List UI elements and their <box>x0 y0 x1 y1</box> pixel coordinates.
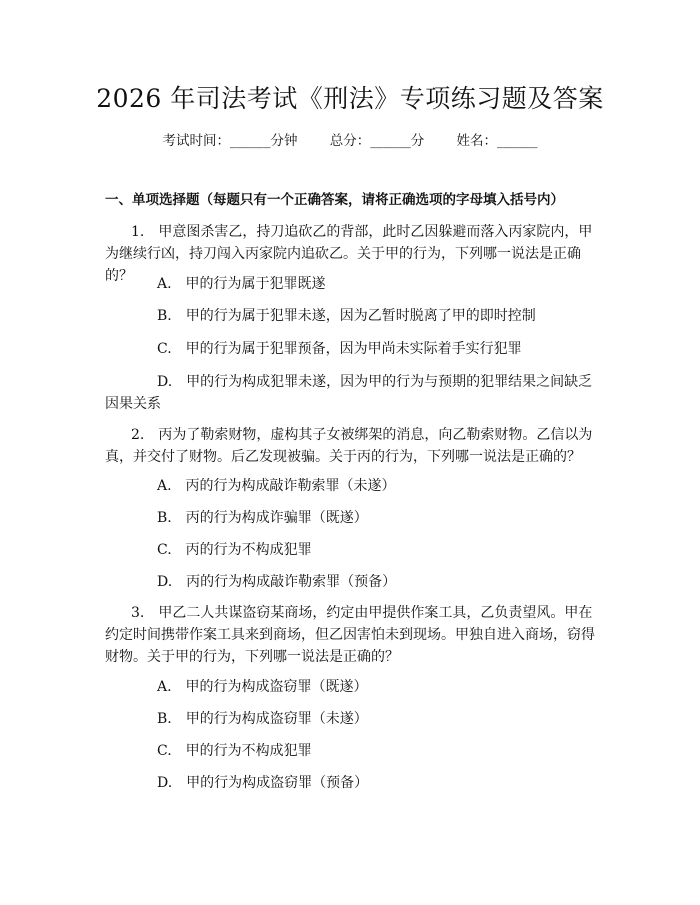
question-2-option-b: B. 丙的行为构成诈骗罪（既遂） <box>157 510 368 526</box>
question-3-option-c: C. 甲的行为不构成犯罪 <box>157 743 312 759</box>
question-1-option-c: C. 甲的行为属于犯罪预备，因为甲尚未实际着手实行犯罪 <box>157 341 522 357</box>
question-2-text: 2. 丙为了勒索财物，虚构其子女被绑架的消息，向乙勒索财物。乙信以为真，并交付了财物。后乙发现被骗。关于丙的行为，下列哪一说法是正确的？ <box>105 427 593 465</box>
question-1-option-a: A. 甲的行为属于犯罪既遂 <box>157 276 326 292</box>
exam-meta-line <box>0 131 700 151</box>
question-1-option-b: B. 甲的行为属于犯罪未遂，因为乙暂时脱离了甲的即时控制 <box>157 308 536 324</box>
question-1-option-d: D. 甲的行为构成犯罪未遂，因为甲的行为与预期的犯罪结果之间缺乏因果关系 <box>105 374 593 412</box>
question-2-option-a: A. 丙的行为构成敲诈勒索罪（未遂） <box>157 478 396 494</box>
question-2-option-c: C. 丙的行为不构成犯罪 <box>157 542 312 558</box>
question-3-option-d: D. 甲的行为构成盗窃罪（预备） <box>157 775 369 791</box>
student-name-field: 姓名：______ <box>456 133 538 149</box>
document-title: 2026 年司法考试《刑法》专项练习题及答案 <box>96 84 604 113</box>
question-3-option-a: A. 甲的行为构成盗窃罪（既遂） <box>157 679 368 695</box>
question-3-text: 3. 甲乙二人共谋盗窃某商场，约定由甲提供作案工具，乙负责望风。甲在约定时间携带作案工具来到商场，但乙因害怕未到现场。甲独自进入商场，窃得财物。关于甲的行为，下列哪一说法是正确的？ <box>105 605 595 665</box>
exam-time-field: 考试时间：______分钟 <box>162 133 298 149</box>
question-2-option-d: D. 丙的行为构成敲诈勒索罪（预备） <box>157 574 397 590</box>
question-1-text: 1. 甲意图杀害乙，持刀追砍乙的背部，此时乙因躲避而落入丙家院内，甲为继续行凶，持刀闯入丙家院内追砍乙。关于甲的行为，下列哪一说法是正确的？ <box>105 224 593 284</box>
section-heading: 一、单项选择题（每题只有一个正确答案，请将正确选项的字母填入括号内） <box>105 192 564 208</box>
question-3-option-b: B. 甲的行为构成盗窃罪（未遂） <box>157 711 368 727</box>
total-score-field: 总分：______分 <box>329 133 425 149</box>
